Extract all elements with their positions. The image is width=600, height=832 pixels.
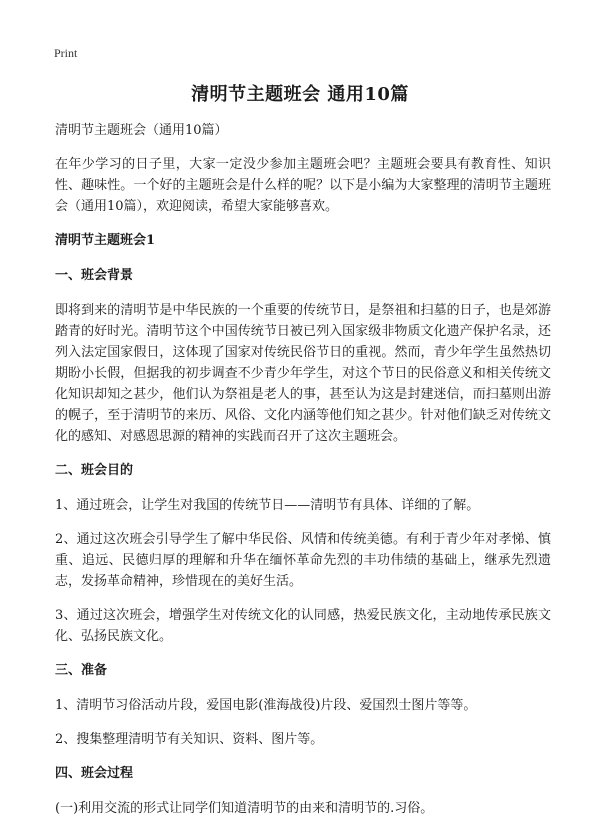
subtitle: 清明节主题班会（通用10篇） bbox=[55, 123, 228, 138]
prep-item: 2、搜集整理清明节有关知识、资料、图片等。 bbox=[55, 732, 324, 747]
intro-paragraph: 在年少学习的日子里，大家一定没少参加主题班会吧？主题班会要具有教育性、知识性、趣味性。一个好的主题班会是什么样的呢？以下是小编为大家整理的清明节主题班会（通用10篇），欢迎阅读，希望大家能够喜欢。 bbox=[55, 157, 551, 214]
print-link[interactable]: Print bbox=[54, 46, 78, 60]
purpose-heading: 二、班会目的 bbox=[55, 463, 134, 478]
prep-heading: 三、准备 bbox=[55, 663, 108, 678]
article-body bbox=[55, 120, 551, 832]
purpose-item: 1、通过班会，让学生对我国的传统节日——清明节有具体、详细的了解。 bbox=[55, 498, 480, 513]
process-item: (一)利用交流的形式让同学们知道清明节的由来和清明节的.习俗。 bbox=[55, 801, 434, 816]
purpose-item: 2、通过这次班会引导学生了解中华民俗、风情和传统美德。有利于青少年对孝悌、慎重、追远、民德归厚的理解和升华在缅怀革命先烈的丰功伟绩的基础上，继承先烈遗志，发扬革命精神，珍惜现在的美好生活。 bbox=[55, 532, 551, 589]
process-heading: 四、班会过程 bbox=[55, 766, 134, 781]
prep-item: 1、清明节习俗活动片段，爱国电影(淮海战役)片段、爱国烈士图片等等。 bbox=[55, 698, 477, 713]
purpose-item: 3、通过这次班会，增强学生对传统文化的认同感，热爱民族文化，主动地传承民族文化、弘扬民族文化。 bbox=[55, 608, 551, 644]
section-title: 清明节主题班会1 bbox=[55, 233, 156, 248]
page-title: 清明节主题班会 通用10篇 bbox=[191, 84, 409, 105]
background-heading: 一、班会背景 bbox=[55, 268, 134, 283]
background-paragraph: 即将到来的清明节是中华民族的一个重要的传统节日，是祭祖和扫墓的日子，也是郊游踏青的好时光。清明节这个中国传统节日被已列入国家级非物质文化遗产保护名录，还列入法定国家假日，这体现了国家对传统民俗节日的重视。然而，青少年学生虽然热切期盼小长假，但据我的初步调查不少青少年学生，对这个节日的民俗意义和相关传统文化知识却知之甚少，他们认为祭祖是老人的事，甚至认为这是封建迷信，而扫墓则出游的幌子，至于清明节的来历、风俗、文化内涵等他们知之甚少。针对他们缺乏对传统文化的感知、对感恩思源的精神的实践而召开了这次主题班会。 bbox=[55, 303, 551, 444]
